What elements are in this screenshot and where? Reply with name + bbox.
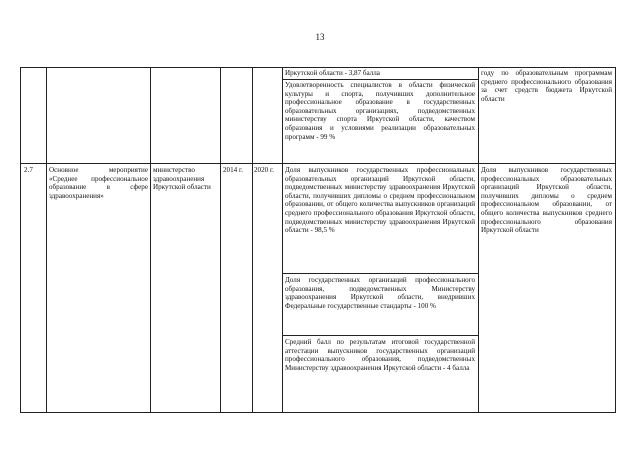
- measure-name: Основное мероприятие «Среднее профессиональное образование в сфере здравоохранения»: [49, 166, 148, 200]
- indicator-3: Средний балл по результатам итоговой государственной аттестации выпускников государственных организаций профессионального образования, подведомственных Министерству здравоохранения Иркутской области - 4 балла: [285, 338, 475, 372]
- row-number: 2.7: [24, 166, 33, 174]
- table-bottom-border: [20, 412, 616, 413]
- indicator-divider: [282, 79, 478, 80]
- result: Доля выпускников государственных профессиональных образовательных организаций Иркутской области, получивших дипломы о среднем профессиональном образовании, от общего количества выпускников среднего профессионального образования Иркутской области: [481, 166, 612, 235]
- indicator-2: Доля государственных организаций профессионального образования, подведомственных Министерству здравоохранения Иркутской области, внедривших Федеральные государственные стандарты - 100 %: [285, 276, 475, 310]
- col-border-measure: [150, 67, 151, 413]
- table-top-border: [20, 67, 616, 68]
- col-border-start: [252, 67, 253, 413]
- col-border-executor: [220, 67, 221, 413]
- indicator-1: Доля выпускников государственных профессиональных образовательных организаций Иркутской области, подведомственных министерству здравоохранения Иркутской области, получивших дипломы о среднем профессиональном образовании, от общего количества выпускников организаций среднего профессионального образования Иркутской области, подведомственных министерству здравоохранения Иркутской области - 98,5 %: [285, 166, 475, 235]
- end-year: 2020 г.: [254, 166, 274, 174]
- col-border-num: [46, 67, 47, 413]
- col-border-right: [615, 67, 616, 413]
- row-divider: [20, 163, 616, 164]
- prev-result-tail: году по образовательным программам среднего профессионального образования за счет средств бюджета Иркутской области: [481, 69, 612, 103]
- prev-indicator-tail: Иркутской области - 3,87 балла: [285, 69, 380, 77]
- page-number: 13: [315, 32, 325, 42]
- indicator-divider: [282, 273, 478, 274]
- prev-indicator-2: Удовлетворенность специалистов в области физической культуры и спорта, получивших дополнительное профессиональное образование в государственных образовательных организациях, подведомственных министерству спорта Иркутской области, качеством образования и условиями реализации образовательных программ - 99 %: [285, 81, 475, 141]
- indicator-divider: [282, 335, 478, 336]
- col-border-left: [20, 67, 21, 413]
- col-border-end: [282, 67, 283, 413]
- col-border-indicator: [478, 67, 479, 413]
- executor: министерство здравоохранения Иркутской области: [153, 166, 211, 192]
- start-year: 2014 г.: [223, 166, 243, 174]
